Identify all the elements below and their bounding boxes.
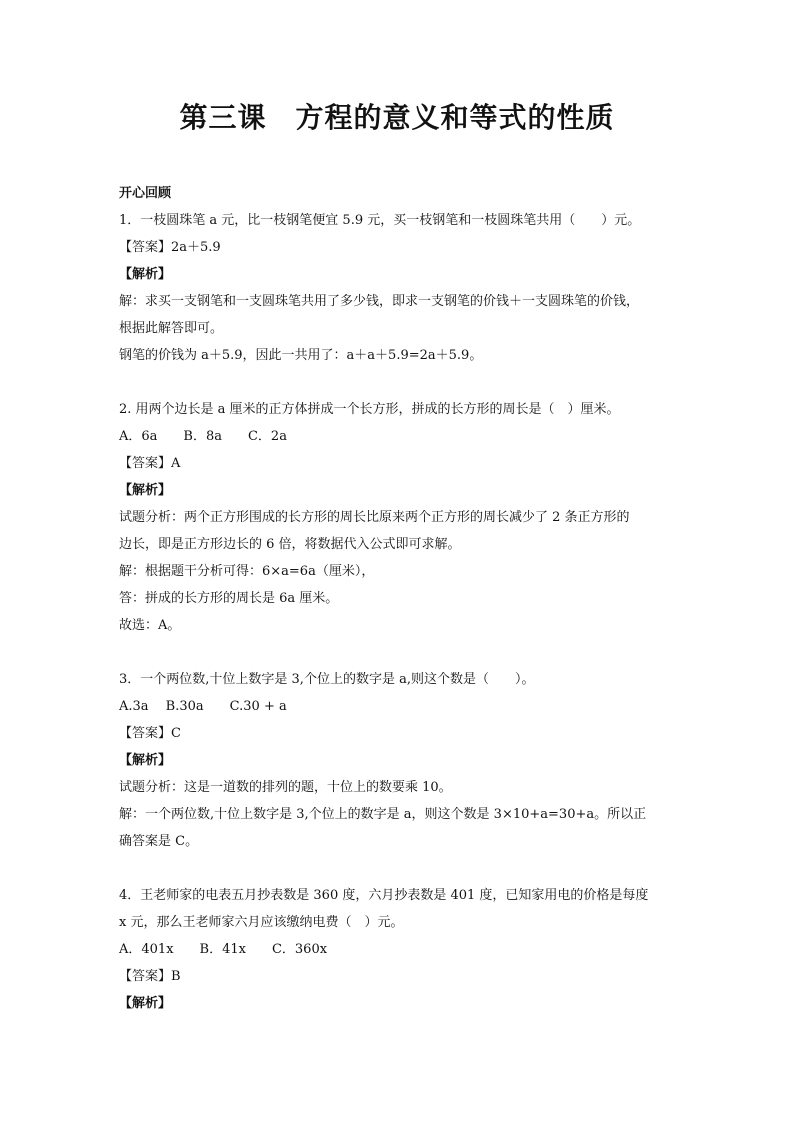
- spacer: [119, 639, 679, 666]
- question-2-analysis-line: 答：拼成的长方形的周长是 6a 厘米。: [119, 591, 339, 606]
- question-2-analysis-line: 解：根据题干分析可得：6×a=6a（厘米），: [119, 564, 375, 579]
- question-3: [119, 666, 679, 855]
- question-1-analysis-line: 钢笔的价钱为 a＋5.9，因此一共用了：a＋a＋5.9=2a＋5.9。: [119, 348, 483, 363]
- question-4-text-line: 4．王老师家的电表五月抄表数是 360 度，六月抄表数是 401 度，已知家用电的价格是每度: [119, 888, 649, 903]
- question-1-analysis-label: 【解析】: [119, 267, 172, 282]
- spacer: [119, 369, 679, 396]
- question-4: [119, 882, 679, 1017]
- question-2-analysis-line: 试题分析：两个正方形围成的长方形的周长比原来两个正方形的周长减少了 2 条正方形的: [119, 510, 630, 525]
- question-4-answer: 【答案】B: [119, 969, 181, 984]
- question-3-answer: 【答案】C: [119, 726, 181, 741]
- question-1: [119, 207, 679, 369]
- question-2: [119, 396, 679, 639]
- content-body: [119, 180, 679, 1017]
- section-heading: 开心回顾: [119, 186, 172, 201]
- question-1-answer: 【答案】2a＋5.9: [119, 240, 221, 255]
- question-2-analysis-label: 【解析】: [119, 483, 172, 498]
- page-title: 第三课 方程的意义和等式的性质: [179, 101, 615, 134]
- question-3-analysis-line: 确答案是 C。: [119, 834, 199, 849]
- question-4-analysis-label: 【解析】: [119, 996, 172, 1011]
- question-2-options: A．6a B．8a C．2a: [119, 429, 287, 444]
- question-3-options: A.3a B.30a C.30 + a: [119, 699, 287, 714]
- question-2-answer: 【答案】A: [119, 456, 181, 471]
- question-3-text: 3．一个两位数,十位上数字是 3,个位上的数字是 a,则这个数是（ ）。: [119, 672, 535, 687]
- spacer: [119, 855, 679, 882]
- question-4-text-line: x 元，那么王老师家六月应该缴纳电费（ ）元。: [119, 915, 404, 930]
- question-3-analysis-line: 解：一个两位数,十位上数字是 3,个位上的数字是 a，则这个数是 3×10+a=30+a。所以正: [119, 807, 647, 822]
- question-3-analysis-line: 试题分析：这是一道数的排列的题，十位上的数要乘 10。: [119, 780, 452, 795]
- question-2-analysis-line: 故选：A。: [119, 618, 181, 633]
- question-4-options: A．401x B．41x C．360x: [119, 942, 328, 957]
- question-2-text: 2. 用两个边长是 a 厘米的正方体拼成一个长方形，拼成的长方形的周长是（ ）厘米。: [119, 402, 620, 417]
- question-2-analysis-line: 边长，即是正方形边长的 6 倍，将数据代入公式即可求解。: [119, 537, 461, 552]
- question-3-analysis-label: 【解析】: [119, 753, 172, 768]
- question-1-analysis-line: 根据此解答即可。: [119, 321, 224, 336]
- question-1-text: 1．一枝圆珠笔 a 元，比一枝钢笔便宜 5.9 元，买一枝钢笔和一枝圆珠笔共用（ ）元。: [119, 213, 641, 228]
- question-1-analysis-line: 解：求买一支钢笔和一支圆珠笔共用了多少钱，即求一支钢笔的价钱＋一支圆珠笔的价钱，: [119, 294, 640, 309]
